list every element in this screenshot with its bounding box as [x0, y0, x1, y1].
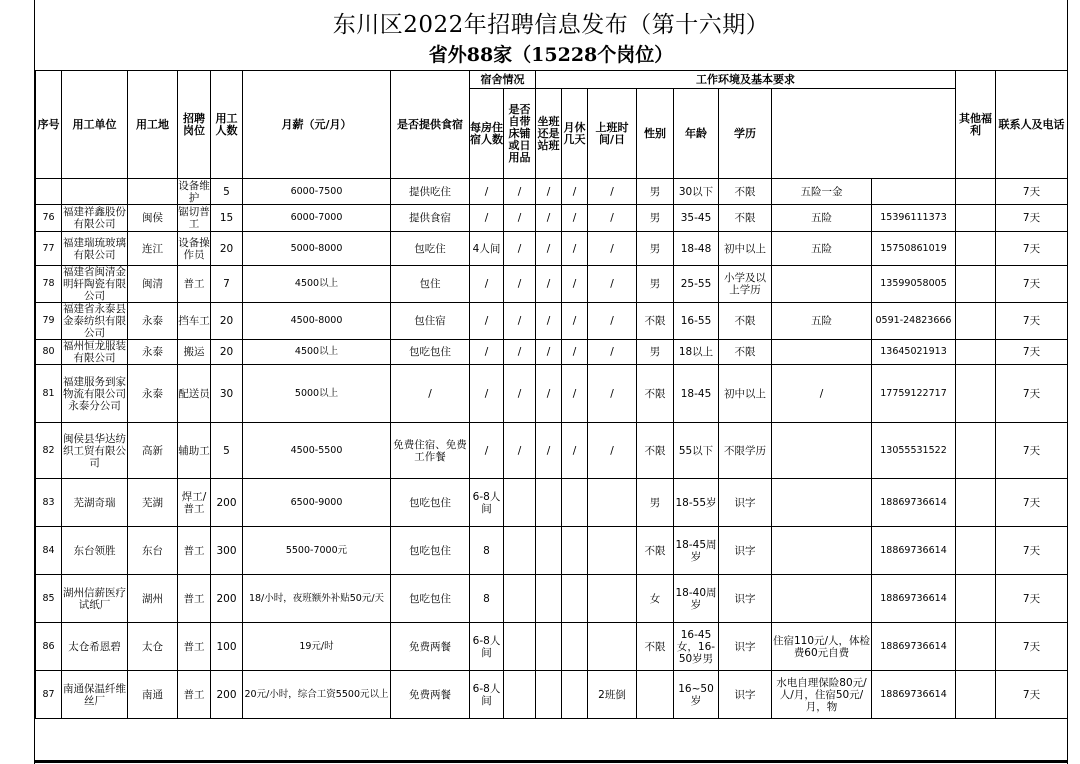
cell-benefits[interactable]: 住宿110元/人，体检费60元自费: [772, 623, 872, 671]
cell-food-lodging[interactable]: 包吃包住: [391, 527, 470, 575]
cell-dorm-per-room[interactable]: 6-8人间: [470, 479, 504, 527]
cell-sit-stand[interactable]: /: [536, 266, 562, 303]
cell-dorm-bedding[interactable]: /: [504, 423, 536, 479]
table-row: [36, 671, 1068, 719]
cell-validity[interactable]: 7天: [996, 479, 1068, 527]
cell-benefits[interactable]: 五险: [772, 205, 872, 232]
cell-age[interactable]: 35-45: [674, 205, 719, 232]
header-sit-stand: 坐班还是站班: [536, 89, 562, 179]
cell-dorm-bedding[interactable]: /: [504, 266, 536, 303]
cell-salary[interactable]: 6500-9000: [243, 479, 391, 527]
cell-contact[interactable]: 18869736614: [872, 479, 956, 527]
cell-age[interactable]: 18-40周岁: [674, 575, 719, 623]
cell-days-off[interactable]: /: [562, 179, 588, 205]
cell-food-lodging[interactable]: 免费住宿、免费工作餐: [391, 423, 470, 479]
cell-sit-stand[interactable]: [536, 527, 562, 575]
cell-employer[interactable]: 福建服务到家物流有限公司永泰分公司: [62, 365, 128, 423]
header-work-group: 工作环境及基本要求: [536, 71, 956, 89]
table-row: [36, 623, 1068, 671]
cell-hours[interactable]: /: [588, 232, 637, 266]
cell-education[interactable]: 初中以上: [719, 365, 772, 423]
cell-days-off[interactable]: /: [562, 232, 588, 266]
cell-dorm-bedding[interactable]: /: [504, 340, 536, 365]
cell-remark[interactable]: [956, 423, 996, 479]
cell-count[interactable]: 200: [211, 575, 243, 623]
cell-hours[interactable]: [588, 527, 637, 575]
cell-remark[interactable]: [956, 232, 996, 266]
cell-gender[interactable]: 不限: [637, 303, 674, 340]
cell-validity[interactable]: 7天: [996, 303, 1068, 340]
cell-age[interactable]: 16-45女，16-50岁男: [674, 623, 719, 671]
cell-hours[interactable]: /: [588, 365, 637, 423]
cell-count[interactable]: 20: [211, 340, 243, 365]
cell-location[interactable]: 南通: [128, 671, 178, 719]
header-dorm-group: 宿舍情况: [470, 71, 536, 89]
cell-contact[interactable]: 18869736614: [872, 623, 956, 671]
cell-count[interactable]: 5: [211, 179, 243, 205]
cell-sit-stand[interactable]: [536, 623, 562, 671]
cell-education[interactable]: 识字: [719, 479, 772, 527]
cell-position[interactable]: 挡车工: [178, 303, 211, 340]
cell-hours[interactable]: /: [588, 303, 637, 340]
header-dorm-per-room: 每房住宿人数: [470, 89, 504, 179]
table-row: [36, 205, 1068, 232]
table-row: [36, 266, 1068, 303]
cell-remark[interactable]: [956, 340, 996, 365]
cell-dorm-per-room[interactable]: /: [470, 266, 504, 303]
cell-gender[interactable]: 不限: [637, 527, 674, 575]
cell-validity[interactable]: 7天: [996, 575, 1068, 623]
cell-education[interactable]: 初中以上: [719, 232, 772, 266]
cell-position[interactable]: 配送员: [178, 365, 211, 423]
cell-food-lodging[interactable]: 提供吃住: [391, 179, 470, 205]
cell-validity[interactable]: 7天: [996, 527, 1068, 575]
cell-location[interactable]: [128, 179, 178, 205]
cell-contact[interactable]: 18869736614: [872, 575, 956, 623]
cell-salary[interactable]: 20元/小时，综合工资5500元以上: [243, 671, 391, 719]
cell-gender[interactable]: 男: [637, 266, 674, 303]
cell-count[interactable]: 20: [211, 303, 243, 340]
cell-gender[interactable]: 男: [637, 232, 674, 266]
cell-age[interactable]: 30以下: [674, 179, 719, 205]
cell-seq[interactable]: 81: [36, 365, 62, 423]
cell-employer[interactable]: 太仓希恩碧: [62, 623, 128, 671]
cell-days-off[interactable]: [562, 479, 588, 527]
cell-count[interactable]: 20: [211, 232, 243, 266]
cell-employer[interactable]: 福建瑞琉玻璃有限公司: [62, 232, 128, 266]
cell-remark[interactable]: [956, 575, 996, 623]
cell-days-off[interactable]: /: [562, 205, 588, 232]
cell-remark[interactable]: [956, 365, 996, 423]
header-days-off: 月休几天: [562, 89, 588, 179]
cell-hours[interactable]: 2班倒: [588, 671, 637, 719]
cell-benefits[interactable]: [772, 423, 872, 479]
header-location: 用工地: [128, 71, 178, 179]
cell-location[interactable]: 湖州: [128, 575, 178, 623]
cell-education[interactable]: 不限: [719, 179, 772, 205]
table-row: [36, 575, 1068, 623]
table-row: [36, 303, 1068, 340]
cell-hours[interactable]: /: [588, 205, 637, 232]
cell-seq[interactable]: 80: [36, 340, 62, 365]
cell-age[interactable]: 18-45: [674, 365, 719, 423]
cell-remark[interactable]: [956, 303, 996, 340]
header-hours: 上班时间/日: [588, 89, 637, 179]
cell-location[interactable]: 永泰: [128, 303, 178, 340]
header-benefits: 其他福利: [956, 71, 996, 179]
cell-food-lodging[interactable]: /: [391, 365, 470, 423]
cell-position[interactable]: 普工: [178, 671, 211, 719]
cell-dorm-per-room[interactable]: 6-8人间: [470, 623, 504, 671]
document-subtitle: 省外88家（15228个岗位）: [428, 44, 674, 66]
cell-benefits[interactable]: [772, 266, 872, 303]
cell-education[interactable]: 不限: [719, 303, 772, 340]
table-row: [36, 479, 1068, 527]
cell-sit-stand[interactable]: [536, 479, 562, 527]
cell-food-lodging[interactable]: 免费两餐: [391, 623, 470, 671]
cell-validity[interactable]: 7天: [996, 179, 1068, 205]
cell-employer[interactable]: 湖州信薪医疗试纸厂: [62, 575, 128, 623]
cell-sit-stand[interactable]: /: [536, 423, 562, 479]
cell-hours[interactable]: [588, 623, 637, 671]
cell-salary[interactable]: 6000-7500: [243, 179, 391, 205]
cell-seq[interactable]: 86: [36, 623, 62, 671]
cell-dorm-bedding[interactable]: /: [504, 232, 536, 266]
cell-age[interactable]: 18-55岁: [674, 479, 719, 527]
cell-validity[interactable]: 7天: [996, 423, 1068, 479]
cell-hours[interactable]: /: [588, 423, 637, 479]
cell-days-off[interactable]: /: [562, 266, 588, 303]
cell-position[interactable]: 普工: [178, 266, 211, 303]
cell-salary[interactable]: 4500-8000: [243, 303, 391, 340]
header-contact: 联系人及电话: [996, 71, 1068, 179]
cell-seq[interactable]: 82: [36, 423, 62, 479]
cell-dorm-bedding[interactable]: [504, 479, 536, 527]
cell-contact[interactable]: 18869736614: [872, 671, 956, 719]
cell-hours[interactable]: [588, 479, 637, 527]
cell-benefits[interactable]: /: [772, 365, 872, 423]
cell-location[interactable]: 芜湖: [128, 479, 178, 527]
cell-dorm-per-room[interactable]: 4人间: [470, 232, 504, 266]
header-gender: 性别: [637, 89, 674, 179]
cell-count[interactable]: 200: [211, 671, 243, 719]
cell-gender[interactable]: 女: [637, 575, 674, 623]
table-row: [36, 365, 1068, 423]
cell-dorm-per-room[interactable]: 6-8人间: [470, 671, 504, 719]
cell-age[interactable]: 18-45周岁: [674, 527, 719, 575]
cell-benefits[interactable]: [772, 527, 872, 575]
cell-seq[interactable]: 77: [36, 232, 62, 266]
cell-employer[interactable]: 福建祥鑫股份有限公司: [63, 206, 126, 230]
cell-validity[interactable]: 7天: [996, 266, 1068, 303]
cell-food-lodging[interactable]: 包住: [391, 266, 470, 303]
cell-benefits[interactable]: 五险: [772, 303, 872, 340]
header-position: 招聘岗位: [178, 71, 211, 179]
cell-employer[interactable]: 南通保温纤维丝厂: [62, 671, 128, 719]
header-dorm-bedding: 是否自带床铺或日用品: [504, 89, 536, 179]
cell-validity[interactable]: 7天: [996, 623, 1068, 671]
cell-contact[interactable]: 17759122717: [872, 365, 956, 423]
cell-age[interactable]: 18以上: [674, 340, 719, 365]
cell-gender[interactable]: 不限: [637, 423, 674, 479]
cell-gender[interactable]: 不限: [637, 623, 674, 671]
cell-position[interactable]: 焊工/普工: [178, 479, 211, 527]
cell-count[interactable]: 7: [211, 266, 243, 303]
cell-count[interactable]: 300: [211, 527, 243, 575]
cell-hours[interactable]: /: [588, 266, 637, 303]
cell-sit-stand[interactable]: /: [536, 365, 562, 423]
header-education: 学历: [719, 89, 772, 179]
cell-dorm-bedding[interactable]: /: [504, 179, 536, 205]
cell-benefits[interactable]: [772, 340, 872, 365]
spreadsheet-sheet: [34, 0, 1068, 764]
cell-location[interactable]: 永泰: [128, 340, 178, 365]
table-body: [36, 179, 1068, 719]
cell-age[interactable]: 55以下: [674, 423, 719, 479]
cell-count[interactable]: 200: [211, 479, 243, 527]
cell-location[interactable]: 闽侯: [128, 205, 178, 232]
cell-food-lodging[interactable]: 包吃包住: [391, 575, 470, 623]
cell-sit-stand[interactable]: [536, 575, 562, 623]
cell-seq[interactable]: 84: [36, 527, 62, 575]
cell-dorm-bedding[interactable]: [504, 623, 536, 671]
cell-employer[interactable]: 闽侯县华达纺织工贸有限公司: [62, 423, 128, 479]
cell-salary[interactable]: 5000以上: [243, 365, 391, 423]
cell-location[interactable]: 高新: [128, 423, 178, 479]
document-title: 东川区2022年招聘信息发布（第十六期）: [332, 12, 770, 38]
table-row: [36, 527, 1068, 575]
cell-remark[interactable]: [956, 266, 996, 303]
header-count: 用工人数: [211, 71, 243, 179]
cell-salary[interactable]: 6000-7000: [243, 205, 391, 232]
cell-contact[interactable]: 18869736614: [872, 527, 956, 575]
cell-education[interactable]: 不限学历: [719, 423, 772, 479]
cell-employer[interactable]: 东台领胜: [62, 527, 128, 575]
cell-remark[interactable]: [956, 479, 996, 527]
cell-salary[interactable]: 19元/时: [243, 623, 391, 671]
cell-food-lodging[interactable]: 包住宿: [391, 303, 470, 340]
cell-location[interactable]: 永泰: [128, 365, 178, 423]
cell-dorm-bedding[interactable]: [504, 575, 536, 623]
cell-sit-stand[interactable]: /: [536, 179, 562, 205]
cell-location[interactable]: 闽清: [128, 266, 178, 303]
cell-validity[interactable]: 7天: [996, 205, 1068, 232]
table-row: [36, 179, 1068, 205]
cell-education[interactable]: 识字: [719, 527, 772, 575]
cell-count[interactable]: 30: [211, 365, 243, 423]
cell-dorm-per-room[interactable]: /: [470, 303, 504, 340]
cell-days-off[interactable]: /: [562, 340, 588, 365]
cell-contact[interactable]: 15396111373: [872, 205, 956, 232]
cell-salary[interactable]: 18/小时，夜班额外补贴50元/天: [243, 575, 391, 623]
cell-dorm-bedding[interactable]: /: [504, 303, 536, 340]
cell-seq[interactable]: 83: [36, 479, 62, 527]
cell-position[interactable]: 锯切普工: [178, 206, 210, 230]
cell-food-lodging[interactable]: 包吃包住: [391, 479, 470, 527]
cell-gender[interactable]: [637, 671, 674, 719]
cell-benefits[interactable]: 五险一金: [772, 179, 872, 205]
cell-education[interactable]: 识字: [719, 623, 772, 671]
cell-age[interactable]: 18-48: [674, 232, 719, 266]
cell-sit-stand[interactable]: /: [536, 303, 562, 340]
table-row: [36, 232, 1068, 266]
header-employer: 用工单位: [62, 71, 128, 179]
cell-benefits[interactable]: [772, 575, 872, 623]
table-row: [36, 340, 1068, 365]
cell-contact[interactable]: 13645021913: [872, 340, 956, 365]
cell-contact[interactable]: 15750861019: [872, 232, 956, 266]
cell-education[interactable]: 小学及以上学历: [719, 266, 772, 303]
cell-count[interactable]: 15: [211, 205, 243, 232]
cell-dorm-bedding[interactable]: [504, 527, 536, 575]
cell-days-off[interactable]: [562, 671, 588, 719]
cell-days-off[interactable]: [562, 527, 588, 575]
cell-seq[interactable]: 76: [36, 205, 62, 232]
cell-salary[interactable]: 5500-7000元: [243, 527, 391, 575]
cell-remark[interactable]: [956, 671, 996, 719]
cell-education[interactable]: 识字: [719, 671, 772, 719]
cell-sit-stand[interactable]: [536, 671, 562, 719]
cell-employer[interactable]: [62, 179, 128, 205]
cell-age[interactable]: 16~50岁: [674, 671, 719, 719]
cell-hours[interactable]: /: [588, 179, 637, 205]
cell-remark[interactable]: [956, 623, 996, 671]
cell-days-off[interactable]: [562, 575, 588, 623]
cell-gender[interactable]: 男: [637, 340, 674, 365]
cell-contact[interactable]: [872, 179, 956, 205]
cell-validity[interactable]: 7天: [996, 340, 1068, 365]
cell-position[interactable]: 辅助工: [178, 423, 211, 479]
cell-location[interactable]: 东台: [128, 527, 178, 575]
cell-location[interactable]: 连江: [128, 232, 178, 266]
cell-benefits[interactable]: [772, 479, 872, 527]
cell-gender[interactable]: 男: [637, 479, 674, 527]
cell-food-lodging[interactable]: 包吃包住: [391, 340, 470, 365]
cell-dorm-per-room[interactable]: /: [470, 340, 504, 365]
cell-education[interactable]: 不限: [719, 340, 772, 365]
cell-dorm-per-room[interactable]: /: [470, 179, 504, 205]
cell-gender[interactable]: 男: [637, 179, 674, 205]
cell-age[interactable]: 25-55: [674, 266, 719, 303]
cell-validity[interactable]: 7天: [996, 671, 1068, 719]
cell-employer[interactable]: 福州恒龙服装有限公司: [63, 340, 126, 364]
cell-salary[interactable]: 4500以上: [243, 340, 391, 365]
cell-salary[interactable]: 4500-5500: [243, 423, 391, 479]
cell-hours[interactable]: [588, 575, 637, 623]
cell-validity[interactable]: 7天: [996, 232, 1068, 266]
cell-seq[interactable]: [36, 179, 62, 205]
cell-education[interactable]: 不限: [719, 205, 772, 232]
cell-position[interactable]: 普工: [178, 527, 211, 575]
cell-dorm-bedding[interactable]: /: [504, 205, 536, 232]
cell-remark[interactable]: [956, 179, 996, 205]
cell-days-off[interactable]: /: [562, 303, 588, 340]
recruitment-table: [35, 70, 1068, 719]
cell-dorm-bedding[interactable]: [504, 671, 536, 719]
cell-gender[interactable]: 男: [637, 205, 674, 232]
cell-contact[interactable]: 0591-24823666: [872, 303, 956, 340]
cell-days-off[interactable]: /: [562, 365, 588, 423]
cell-age[interactable]: 16-55: [674, 303, 719, 340]
cell-position[interactable]: 设备维护: [178, 179, 210, 204]
cell-dorm-per-room[interactable]: /: [470, 205, 504, 232]
cell-days-off[interactable]: [562, 623, 588, 671]
cell-contact[interactable]: 13055531522: [872, 423, 956, 479]
cell-sit-stand[interactable]: /: [536, 232, 562, 266]
cell-dorm-per-room[interactable]: 8: [470, 575, 504, 623]
cell-food-lodging[interactable]: 免费两餐: [391, 671, 470, 719]
cell-benefits[interactable]: 水电自理保险80元/人/月，住宿50元/月，物: [772, 671, 872, 719]
header-salary: 月薪（元/月）: [243, 71, 391, 179]
cell-benefits[interactable]: 五险: [772, 232, 872, 266]
cell-hours[interactable]: /: [588, 340, 637, 365]
cell-position[interactable]: 搬运: [178, 340, 211, 365]
cell-location[interactable]: 太仓: [128, 623, 178, 671]
cell-seq[interactable]: 87: [36, 671, 62, 719]
cell-seq[interactable]: 79: [36, 303, 62, 340]
header-seq: 序号: [36, 71, 62, 179]
cell-remark[interactable]: [956, 527, 996, 575]
cell-count[interactable]: 5: [211, 423, 243, 479]
cell-position[interactable]: 普工: [178, 575, 211, 623]
cell-position[interactable]: 普工: [178, 623, 211, 671]
cell-employer[interactable]: 芜湖奇瑞: [62, 479, 128, 527]
cell-dorm-per-room[interactable]: /: [470, 365, 504, 423]
cell-days-off[interactable]: /: [562, 423, 588, 479]
cell-sit-stand[interactable]: /: [536, 340, 562, 365]
cell-contact[interactable]: 13599058005: [872, 266, 956, 303]
cell-dorm-per-room[interactable]: 8: [470, 527, 504, 575]
bottom-border: [35, 760, 1067, 763]
cell-sit-stand[interactable]: /: [536, 205, 562, 232]
cell-food-lodging[interactable]: 包吃住: [391, 232, 470, 266]
cell-salary[interactable]: 4500以上: [243, 266, 391, 303]
cell-dorm-bedding[interactable]: /: [504, 365, 536, 423]
table-row: [36, 423, 1068, 479]
cell-employer[interactable]: 福建省闽清金明轩陶瓷有限公司: [63, 266, 126, 302]
cell-gender[interactable]: 不限: [637, 365, 674, 423]
cell-seq[interactable]: 78: [36, 266, 62, 303]
cell-salary[interactable]: 5000-8000: [243, 232, 391, 266]
header-food-lodging: 是否提供食宿: [391, 71, 470, 179]
cell-employer[interactable]: 福建省永泰县金泰纺织有限公司: [63, 303, 126, 339]
cell-dorm-per-room[interactable]: /: [470, 423, 504, 479]
cell-remark[interactable]: [956, 205, 996, 232]
cell-food-lodging[interactable]: 提供食宿: [391, 205, 470, 232]
cell-seq[interactable]: 85: [36, 575, 62, 623]
cell-validity[interactable]: 7天: [996, 365, 1068, 423]
cell-education[interactable]: 识字: [719, 575, 772, 623]
cell-count[interactable]: 100: [211, 623, 243, 671]
cell-position[interactable]: 设备操作员: [178, 232, 211, 266]
header-age: 年龄: [674, 89, 719, 179]
